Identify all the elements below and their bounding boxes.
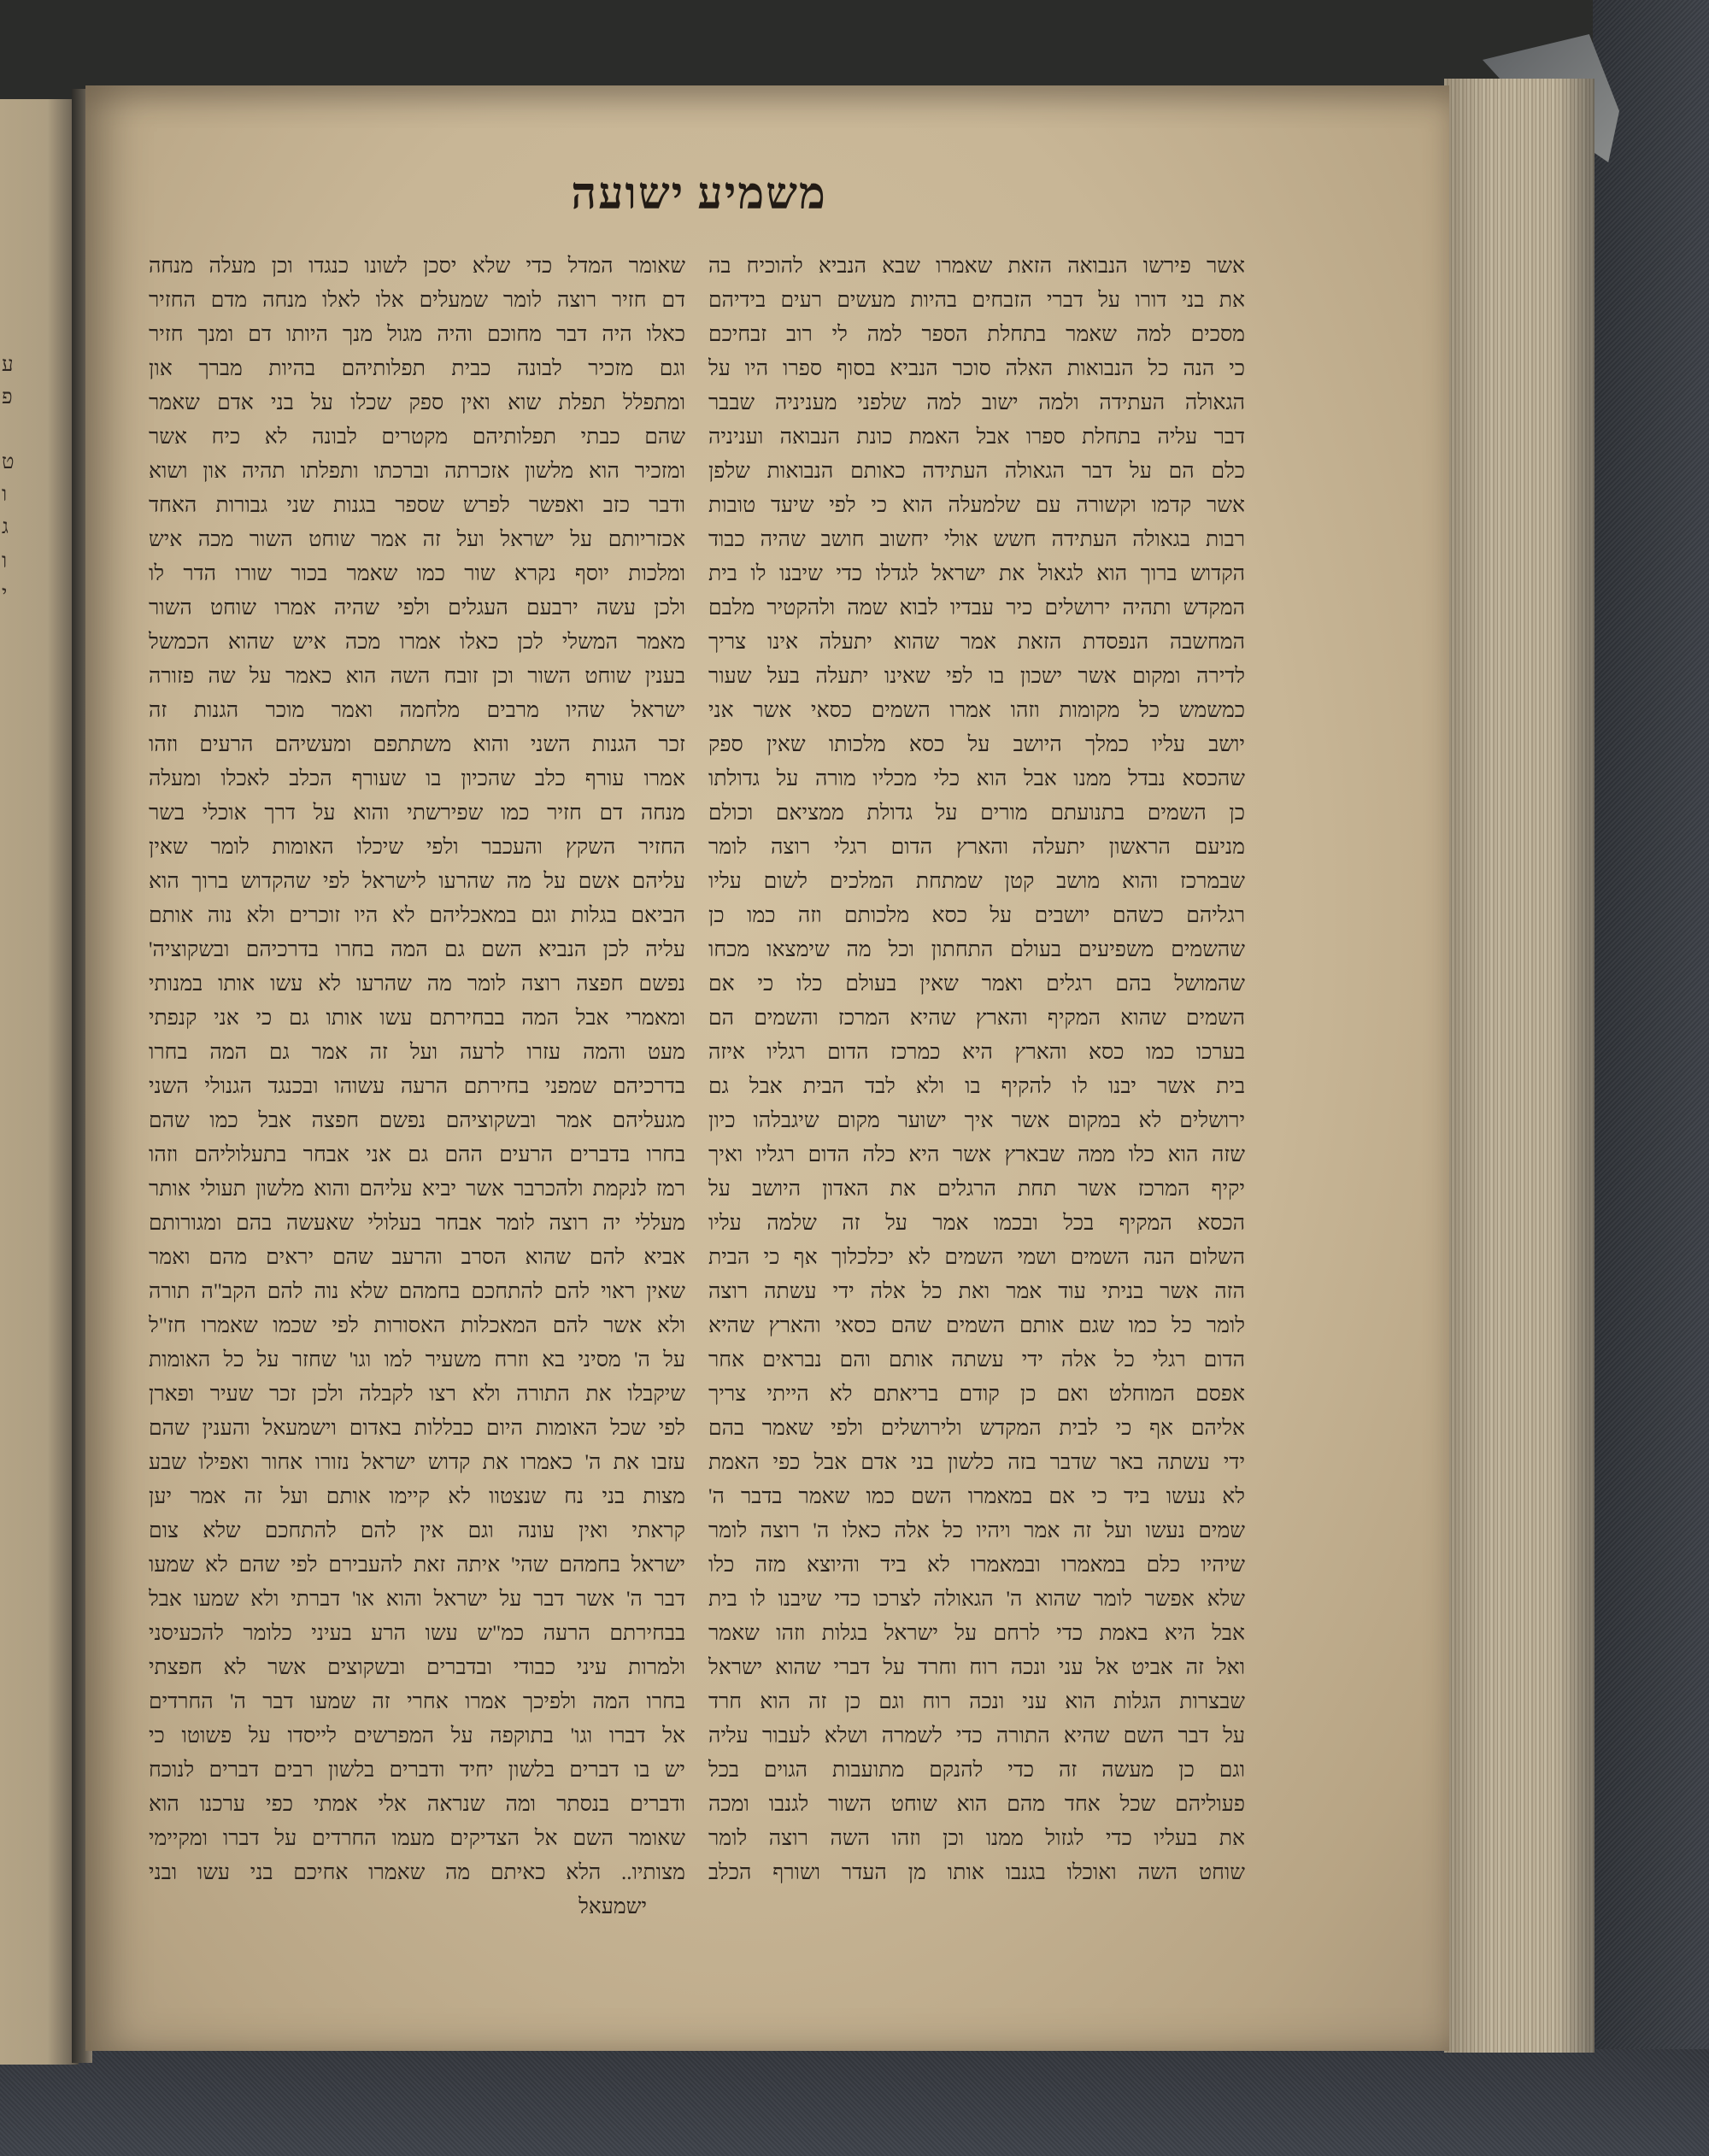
left-column-line: ולא אשר להם המאכלות האסורות לפי שכמו שאמרו חז"ל xyxy=(149,1314,685,1337)
left-column-line: אכזריותם על ישראל ועל זה אמר שוחט השור מכה איש xyxy=(149,528,685,551)
left-column-line: כאלו היה דבר מחוכם והיה מגול מנך היותו דם ומנך חזיר xyxy=(149,323,685,346)
right-column-line: שזה הוא כלו ממה שבארץ אשר היא כלה הדום רגליו ואיך xyxy=(708,1143,1245,1166)
left-column-line: קראתי ואין עונה וגם אין להם להתחכם שלא צום xyxy=(149,1519,685,1542)
right-column-line: יושב עליו כמלך היושב על כסא מלכותו שאין ספק xyxy=(708,733,1245,756)
left-column-line: מצותיו.. הלא כאיתם מה שאמרו אחיכם בני עשו ובני xyxy=(149,1861,685,1884)
left-column-line: ישראל בחמהם שהי' איתה זאת להעבירם לפי שהם לא שמעו xyxy=(149,1554,685,1577)
left-column-line: וגם מזכיר לבונה כבית תפלותיהם בהיות מברך און xyxy=(149,357,685,380)
left-column-line: עזבו את ה' כאמרו את קדוש ישראל נזורו אחור ואפילו שבע xyxy=(149,1451,685,1474)
right-column-line: מסכים למה שאמר בתחלת הספר למה לי רוב זבחיכם xyxy=(708,323,1245,346)
left-column-line: ודבר כזב ואפשר לפרש שספר בגנות שני גבורות האחד xyxy=(149,494,685,517)
right-column-line: את בעליו כדי לגזול ממנו וכן וזהו השה רוצה לומר xyxy=(708,1827,1245,1850)
right-column-line: שלא אפשר לומר שהוא ה' הגאולה לצרכו כדי שיבנו לו בית xyxy=(708,1588,1245,1611)
right-column-line: השמים שהוא המקיף והארץ שהיא המרכז והשמים הם xyxy=(708,1007,1245,1030)
running-title: משמיע ישועה xyxy=(571,170,827,219)
left-column-line: לפי שכל האומות היום כבללות באדום וישמעאל והענין שהם xyxy=(149,1417,685,1440)
right-column-line: המקדש ותהיה ירושלים כיר עבדיו לבוא שמה ולהקטיר מלבם xyxy=(708,596,1245,620)
right-column-line: יקיף המרכז אשר תחת הרגלים את האדון היושב על xyxy=(708,1178,1245,1201)
left-page-fragment: ג xyxy=(2,516,9,538)
right-column-line: שיהיו כלם במאמרו ובמאמרו לא ביד והיוצא מזה כלו xyxy=(708,1554,1245,1577)
right-column-line: שהמושל בהם רגלים ואמר שאין בעולם כלו כי אם xyxy=(708,972,1245,996)
left-column-line: ולמרות עיני כבודי ובדברים ובשקוצים אשר לא חפצתי xyxy=(149,1656,685,1679)
left-column-line: הביאם בגלות וגם במאכליהם לא היו זוכרים ולא נוה אותם xyxy=(149,904,685,927)
left-column-line: ולכן עשה ירבעם העגלים ולפי שהיה אמרו שוחט השור xyxy=(149,596,685,620)
book-cover-bottom xyxy=(0,2049,1709,2156)
left-page-fragment: ו xyxy=(2,550,8,573)
right-column-line: הגאולה העתידה ולמה ישוב למה שלפני מעניניה שבבר xyxy=(708,391,1245,414)
left-column-line: שאין ראוי להם להתחכם בחמהם שלא נוה להם הקב"ה תורה xyxy=(149,1280,685,1303)
right-column-line: ידי עשתה באר שדבר בזה כלשון בני אדם אבל כפי האמת xyxy=(708,1451,1245,1474)
right-column-line: אשר קדמו וקשורה עם שלמעלה הוא כי לפי שיעד טובות xyxy=(708,494,1245,517)
left-column-line: ומאמרי אבל המה בבחירתם עשו אותו גם כי אני קנפתי xyxy=(149,1007,685,1030)
right-column-line: הדום רגלי כל אלה ידי עשתה אותם והם נבראים אחר xyxy=(708,1348,1245,1372)
left-column-line: ומלכות יוסף נקרא שור כמו שאמר בכור שורו הדר לו xyxy=(149,562,685,585)
left-column-line: עליה לכן הנביא השם גם המה בחרו בדרכיהם ובשקוציה' xyxy=(149,938,685,961)
right-column-line: הזה אשר בניתי עוד אמר ואת כל אלה ידי עשתה רוצה xyxy=(708,1280,1245,1303)
left-column-line: עליהם אשם על מה שהרעו לישראל לפי שהקדוש ברוך הוא xyxy=(149,870,685,893)
right-column-line: כן השמים בתנועתם מורים על גדולת ממציאם וכולם xyxy=(708,802,1245,825)
left-column-line: מנחה דם חזיר כמו שפירשתי והוא על דרך אוכלי בשר xyxy=(149,802,685,825)
right-column-line: את בני דורו על דברי הזבחים בהיות מעשים רעים בידיהם xyxy=(708,289,1245,312)
right-column-line: הקדוש ברוך הוא לגאול את ישראל לגדלו כדי שיבנו לו בית xyxy=(708,562,1245,585)
right-column-line: רגליהם כשהם יושבים על כסא מלכותם וזה כמו כן xyxy=(708,904,1245,927)
right-column-line: ואל זה אביט אל עני ונכה רוח וחרד על דברי שהוא ישראל xyxy=(708,1656,1245,1679)
left-column-line: בחרו המה ולפיכך אמרו אחרי זה שמעו דבר ה' החרדים xyxy=(149,1690,685,1713)
left-column-line: דבר ה' אשר דבר על ישראל והוא או' דברתי ולא שמעו אבל xyxy=(149,1588,685,1611)
left-column-line: שאומר השם אל הצדיקים מעמו החרדים על דברו ומקיימי xyxy=(149,1827,685,1850)
left-column-line: שיקבלו את התורה ולא רצו לקבלה ולכן זכר שעיר ופארן xyxy=(149,1383,685,1406)
left-column-line: ודברים בנסתר ומה שנראה אלי אמתי כפי ערכנו הוא xyxy=(149,1793,685,1816)
text-column-left xyxy=(149,250,685,1924)
left-column-line: יש בו דברים בלשון יחיד ודברים בלשון רבים דברים לנוכח xyxy=(149,1759,685,1782)
right-column-line: אליהם אף כי לבית המקדש ולירושלים ולפי שאמר בהם xyxy=(708,1417,1245,1440)
right-column-line: כמשמש כל מקומות וזהו אמרו השמים כסאי אשר אני xyxy=(708,699,1245,722)
right-column-line: שוחט השה ואוכלו בגנבו אותו מן העדר ושורף הכלב xyxy=(708,1861,1245,1884)
left-page-fragment: ט xyxy=(2,451,15,473)
left-column-line: בענין שוחט השור וכן זובח השה הוא כאמר על שה פזורה xyxy=(149,665,685,688)
right-column-line: השלום הנה השמים ושמי השמים לא יכלכלוך אף כי הבית xyxy=(708,1246,1245,1269)
left-column-line: מעללי יה רוצה לומר אבחר בעלולי שאעשה בהם ומגורותם xyxy=(149,1212,685,1235)
left-column-line: בחרו בדברים הרעים ההם גם אני אבחר בתעלוליהם וזהו xyxy=(149,1143,685,1166)
left-page xyxy=(0,99,79,2065)
left-column-line: דם חזיר רוצה לומר שמעלים אלו לאלו מנחה מדם החזיר xyxy=(149,289,685,312)
left-page-fragment: ו xyxy=(2,484,8,506)
left-column-line: ומזכיר הוא מלשון אזכרתה וברכתו ותפלתו תהיה און ושוא xyxy=(149,460,685,483)
right-column-line: בערכו כמו כסא והארץ היא כמרכז הדום רגליו איזה xyxy=(708,1041,1245,1064)
left-page-fragment: ע xyxy=(2,354,14,376)
right-column-line: אבל היא באמת כדי לרחם על ישראל בגלות וזהו שאמר xyxy=(708,1622,1245,1645)
right-column-line: שבצרות הגלות הוא עני ונכה רוח וגם כן זה הוא חרד xyxy=(708,1690,1245,1713)
right-column-line: פעוליהם שכל אחד מהם הוא שוחט השור לגנבו ומכה xyxy=(708,1793,1245,1816)
right-column-line: על דבר השם שהיא התורה כדי לשמרה ושלא לעבור עליה xyxy=(708,1724,1245,1748)
left-column-line: מגעליהם אמר ובשקוציהם נפשם חפצה אבל כמו שהם xyxy=(149,1109,685,1132)
left-page-fragment: פ xyxy=(2,386,13,408)
left-column-line: מעט והמה עזרו לרעה ועל זה אמר גם המה בחרו xyxy=(149,1041,685,1064)
left-column-line: נפשם חפצה רוצה לומר מה שהרעו לא עשו אותו במנותי xyxy=(149,972,685,996)
right-column-line: אשר פירשו הנבואה הזאת שאמרו שבא הנביא להוכיח בה xyxy=(708,255,1245,278)
left-column-line: אביא להם שהוא הסרב והרעב שהם יראים מהם ואמר xyxy=(149,1246,685,1269)
right-column-line: שבמרכז והוא מושב קטן שמתחת המלכים לשום עליו xyxy=(708,870,1245,893)
page-edges xyxy=(1444,79,1594,2053)
right-column-line: לא נעשו ביד כי אם במאמרו השם כמו שאמר בדבר ה' xyxy=(708,1485,1245,1508)
left-column-line: ומתפלל תפלת שוא ואין ספק שכלו על בני אדם שאמר xyxy=(149,391,685,414)
left-column-line: אל דברו וגו' בתוקפה על המפרשים לייסדו על פשוטו כי xyxy=(149,1724,685,1748)
right-column-line: שמים נעשו ועל זה אמר ויהיו כל אלה כאלו ה' רוצה לומר xyxy=(708,1519,1245,1542)
right-column-line: הכסא המקיף בכל ובכמו אמר על זה שלמה עליו xyxy=(708,1212,1245,1235)
left-column-line: זכר הגנות השני והוא משתתפם ומעשיהם הרעים וזהו xyxy=(149,733,685,756)
left-column-line: החזיר השקץ והעכבר ולפי שיכלו האומות לומר שאין xyxy=(149,836,685,859)
left-column-line: על ה' מסיני בא וזרח משעיר למו וגו' שחזר על כל האומות xyxy=(149,1348,685,1372)
left-column-line: רמז לנקמת ולהכרבר אשר יביא עליהם והוא מלשון תעולי אותר xyxy=(149,1178,685,1201)
left-column-line: ישראל שהיו מרבים מלחמה ואמר מוכר הגנות זה xyxy=(149,699,685,722)
left-column-line: בבחירתם הרעה כמ"ש עשו הרע בעיני כלומר להכעיסני xyxy=(149,1622,685,1645)
right-column-line: דבר עליה בתחלת ספרו אבל האמת כונת הנבואה ועניניה xyxy=(708,426,1245,449)
left-column-line: מאמר המשלי לכן כאלו אמרו מכה איש שהוא הכמשל xyxy=(149,631,685,654)
left-page-fragment: י xyxy=(2,583,8,605)
right-column-line: כלם הם על דבר הגאולה העתידה כאותם הנבואות שלפן xyxy=(708,460,1245,483)
right-column-line: לומר כל כמו שגם אותם השמים שהם כסאי והארץ שהיא xyxy=(708,1314,1245,1337)
left-column-line: בדרכיהם שמפני בחירתם הרעה עשוהו ובכנגד הגנולי השני xyxy=(149,1075,685,1098)
left-column-line: שאומר המדל כדי שלא יסכן לשונו כנגדו וכן מעלה מנחה xyxy=(149,255,685,278)
text-column-right xyxy=(708,250,1245,1890)
right-column-line: רבות בגאולה העתידה חשש אולי יחשוב חושב שהיה כבוד xyxy=(708,528,1245,551)
right-column-line: כי הנה כל הנבואות האלה סוכר הנביא בסוף ספרו היו על xyxy=(708,357,1245,380)
right-column-line: מניעם הראשון יתעלה והארץ הדום רגלי רוצה לומר xyxy=(708,836,1245,859)
right-column-line: לדירה ומקום אשר ישכון בו לפי שאינו יתעלה בעל שעור xyxy=(708,665,1245,688)
right-column-line: אפסם המוחלט ואם כן קודם בריאתם לא הייתי צריך xyxy=(708,1383,1245,1406)
book-cover-right xyxy=(1593,0,1709,2156)
right-column-line: שהשמים משפיעים בעולם התחתון וכל מה שימצאו מכחו xyxy=(708,938,1245,961)
left-column-line: מצות בני נח שנצטוו לא קיימו אותם ועל זה אמר יען xyxy=(149,1485,685,1508)
left-column-line: אמרו עורף כלב שהכיון בו שעורף הכלב לאכלו ומעלה xyxy=(149,767,685,790)
right-column-line: המחשבה הנפסדת הזאת אמר שהוא יתעלה אינו צריך xyxy=(708,631,1245,654)
left-column-line: שהם כבתי תפלותיהם מקטרים לבונה לא כיח אשר xyxy=(149,426,685,449)
right-column-line: שהכסא נבדל ממנו אבל הוא כלי מכליו מורה על גדולתו xyxy=(708,767,1245,790)
right-column-line: וגם כן מעשה זה כדי להנקם מתועבות הגוים בכל xyxy=(708,1759,1245,1782)
right-column-line: ירושלים לא במקום אשר איך ישוער מקום שיגבלהו כיון xyxy=(708,1109,1245,1132)
right-column-line: בית אשר יבנו לו להקיף בו ולא לבד הבית אבל גם xyxy=(708,1075,1245,1098)
left-column-line: ישמעאל xyxy=(578,1895,647,1918)
